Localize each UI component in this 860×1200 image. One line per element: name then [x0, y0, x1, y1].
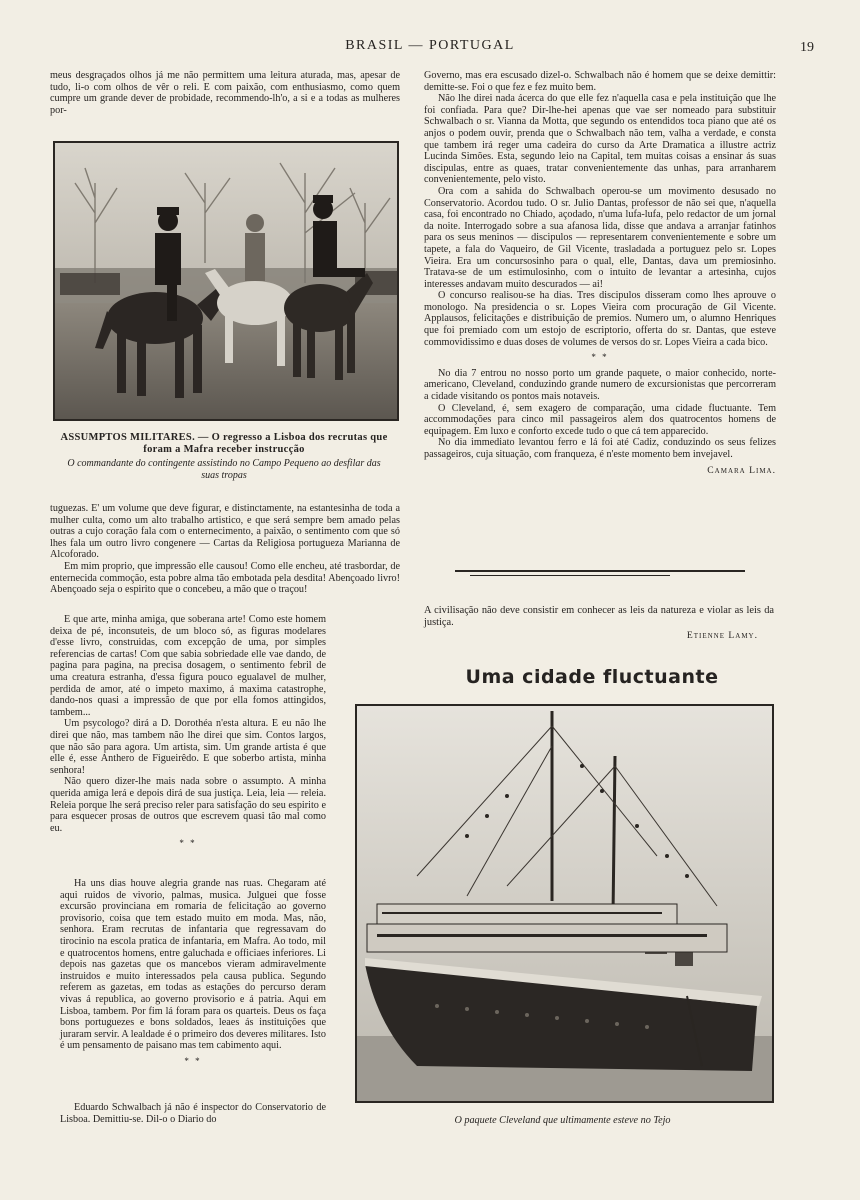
right-paragraph-7: No dia immediato levantou ferro e lá foi até Cadiz, conduzindo os seus felizes passageiros, cuja situação, com franqueza, é n'este momento bem invejavel. — [424, 437, 776, 460]
page-header-title: BRASIL — PORTUGAL — [345, 38, 515, 53]
page-number: 19 — [800, 40, 814, 55]
left-body-schwalbach — [60, 1102, 326, 1125]
right-paragraph-6: O Cleveland, é, sem exagero de comparação, uma cidade fluctuante. Tem accommodações para cinco mil passageiros alem dos quatrocentos homens de equipagem. Em luxo e conforto excede tudo o que cá tem apparecido. — [424, 402, 776, 437]
quote-author: Etienne Lamy. — [686, 630, 758, 641]
section-divider-stars-3: * * — [591, 352, 609, 363]
military-photo-illustration — [55, 143, 397, 419]
left-body-upper — [50, 503, 400, 596]
article-signature: Camara Lima. — [707, 464, 776, 476]
military-photo — [53, 141, 399, 421]
ship-article-heading: Uma cidade fluctuante — [465, 666, 719, 688]
divider-rule-thin — [470, 575, 670, 576]
left-top-text — [50, 70, 400, 116]
left-paragraph-6: Ha uns dias houve alegria grande nas ruas. Chegaram até aqui ruidos de vivorio, palmas, musica. Julguei que fosse excursão provinciana em romaria de felicitação ao governo provisorio, coisa que tem estado muito em moda. Mas, não, senhora. Eram recrutas de infantaria que regressavam do tirocinio na escola pratica de infantaria, em Mafra. Ao todo, mil e quatrocentos homens, entre galuchada e officiaes inferiores. Li depois nas gazetas que os mancebos vieram admiravelmente instruidos e muito interessados pela causa publica. Segundo referem as gazetas, em todas as estações do percurso deram vivas á republica, ao governo provisorio e á patria. Aqui em Lisboa, tambem. Por fim lá foram para os quarteis. Deus os faça bons portuguezes e bons soldados, leaes ás instituições que juraram servir. A lealdade é o primeiro dos deveres militares. Isto é um pensamento de paisano mas tem cabimento aqui. — [60, 878, 326, 1052]
ship-caption: O paquete Cleveland que ultimamente esteve no Tejo — [454, 1115, 671, 1126]
left-body-recruits — [60, 878, 326, 1072]
military-caption-title: ASSUMPTOS MILITARES. — O regresso a Lisboa dos recrutas que foram a Mafra receber instrucção — [60, 432, 388, 455]
right-paragraph-4: O concurso realisou-se ha dias. Tres discipulos disseram como lhes aprouve o monologo. Na presidencia o sr. Lopes Vieira com procuração de Gil Vicente. Applausos, felicitações e distribuição de premios. Numero um, o alumno Henriques que foi premiado com um estojo de escriptorio, offerta do sr. Dantas, que esteve commovidissimo e duas doses de volumes de versos do sr. Lopes Vieira a cada bico. — [424, 290, 776, 348]
left-paragraph-7: Eduardo Schwalbach já não é inspector do Conservatorio de Lisboa. Demittiu-se. Dil-o o Diario do — [60, 1102, 326, 1125]
right-paragraph-3: Ora com a sahida do Schwalbach operou-se um movimento desusado no Conservatorio. Acordou tudo. O sr. Julio Dantas, professor de não sei que, n'aquella casa, foi encontrado no Chiado, açodado, n'uma lufa-lufa, pelo redactor de um jornal da noite. Interrogado sobre a sua afanosa lida, disse que andava a arranjar fatinhos para os seus meninos — discipulos — representarem convenientemente e sobre um tapete, a fala do Vaqueiro, de Gil Vicente, trasladada a portuguez pelo sr. Lopes Vieira. Era um concursosinho para o qual, elle, Dantas, dava um premiosinho. Tratava-se de um estimulosinho, com o intuito de levantar a artesinha, cujos interesses andavam muito descurados — ai! — [424, 185, 776, 290]
left-paragraph-4: Um psycologo? dirá a D. Dorothéa n'esta altura. E eu não lhe direi que não, mas tambem não lhe direi que sim. Contos largos, que não são para agora. Um artista, sim. Um grande artista é que elle é, esse Anthero de Figueirêdo. E que soberbo artista, minha senhora! — [50, 718, 326, 776]
quote-body: A civilisação não deve consistir em conhecer as leis da natureza e violar as leis da justiça. — [424, 605, 774, 628]
military-caption-subtitle: O commandante do contingente assistindo no Campo Pequeno ao desfilar das suas tropas — [67, 458, 381, 481]
left-paragraph-2: Em mim proprio, que impressão elle causou! Como elle encheu, até trasbordar, de enternecida commoção, esta pobre alma tão embotada pela desdita! Abençoado livro! Abençoado seja o espirito que o concebeu, a mão que o traçou! — [50, 560, 400, 596]
left-paragraph-5: Não quero dizer-lhe mais nada sobre o assumpto. A minha querida amiga lerá e depois dirá de sua justiça. Leia, leia — releia. Releia porque lhe será preciso reler para satisfação do seu espirito e para esquecer prosas de outros que escrevem quasi tão mal como eu. — [50, 776, 326, 834]
right-paragraph-5: No dia 7 entrou no nosso porto um grande paquete, o maior conhecido, norte-americano, Cleveland, conduzindo grande numero de excursionistas que percorreram a cidade visitando os pontos mais notaveis. — [424, 367, 776, 403]
left-top-paragraph: meus desgraçados olhos já me não permittem uma leitura aturada, mas, apesar de tudo, li-o com olhos de vêr o reli. E com paixão, com enthusiasmo, como quem cumpre um grande dever de probidade, recommendo-lh'o, a si e a todas as mulheres por- — [50, 70, 400, 116]
left-paragraph-1: tuguezas. E' um volume que deve figurar, e distinctamente, na estantesinha de toda a mulher culta, como um alto trabalho artistico, e que será sempre bem amado pelas outras a cujo coração fala com o enternecimento, a paixão, o sentimento com que só lhes fala um outro livro congenere — Cartas da Religiosa portugueza Marianna de Alcoforado. — [50, 503, 400, 561]
right-column-text — [424, 70, 776, 476]
right-paragraph-1: Governo, mas era escusado dizel-o. Schwalbach não é homem que se deixe demittir: demitte-se. Foi o que fez e fez muito bem. — [424, 70, 776, 93]
section-divider-stars: * * — [179, 838, 197, 849]
quote-text — [424, 605, 774, 629]
left-paragraph-3: E que arte, minha amiga, que soberana arte! Como este homem deixa de pé, inconsuteis, de um bloco só, as figuras modelares d'esse livro, construidas, com excepção de uma, por simples referencias de cartas! Com que sabia sobriedade elle vae dando, de pagina para pagina, na precisa dosagem, o sentimento febril de uma creatura estranha, d'essa figura pouco egualavel de mulher, perdida de amor, até o impeto maximo, á maxima catastrophe, dando-nos quasi a impressão de que por ella fomos attingidos, tambem... — [50, 614, 326, 718]
left-body-lower — [50, 614, 326, 854]
ship-photo — [355, 704, 774, 1103]
section-divider-stars-2: * * — [184, 1055, 202, 1066]
right-paragraph-2: Não lhe direi nada ácerca do que elle fez n'aquella casa e pela instituição que lhe foi confiada. Para que? Dir-lhe-hei apenas que vae ser nomeado para substituir Schwalbach o sr. Vianna da Motta, que segundo os entendidos toca piano que até os anjos o podem ouvir, prenda que o Schwalbach não tem, valha a verdade, e consta que tambem irá reger uma cadeira do curso da Arte Dramatica a illustre actriz Lucinda Simões. Esta, segundo leio na Capital, tem muitas coisas a ensinar ás suas discipulas, entre as quaes, tratar convenientemente das unhas, para arranharem convenientemente, pelo visto. — [424, 93, 776, 186]
ship-photo-illustration — [357, 706, 772, 1101]
divider-rule — [455, 570, 745, 572]
